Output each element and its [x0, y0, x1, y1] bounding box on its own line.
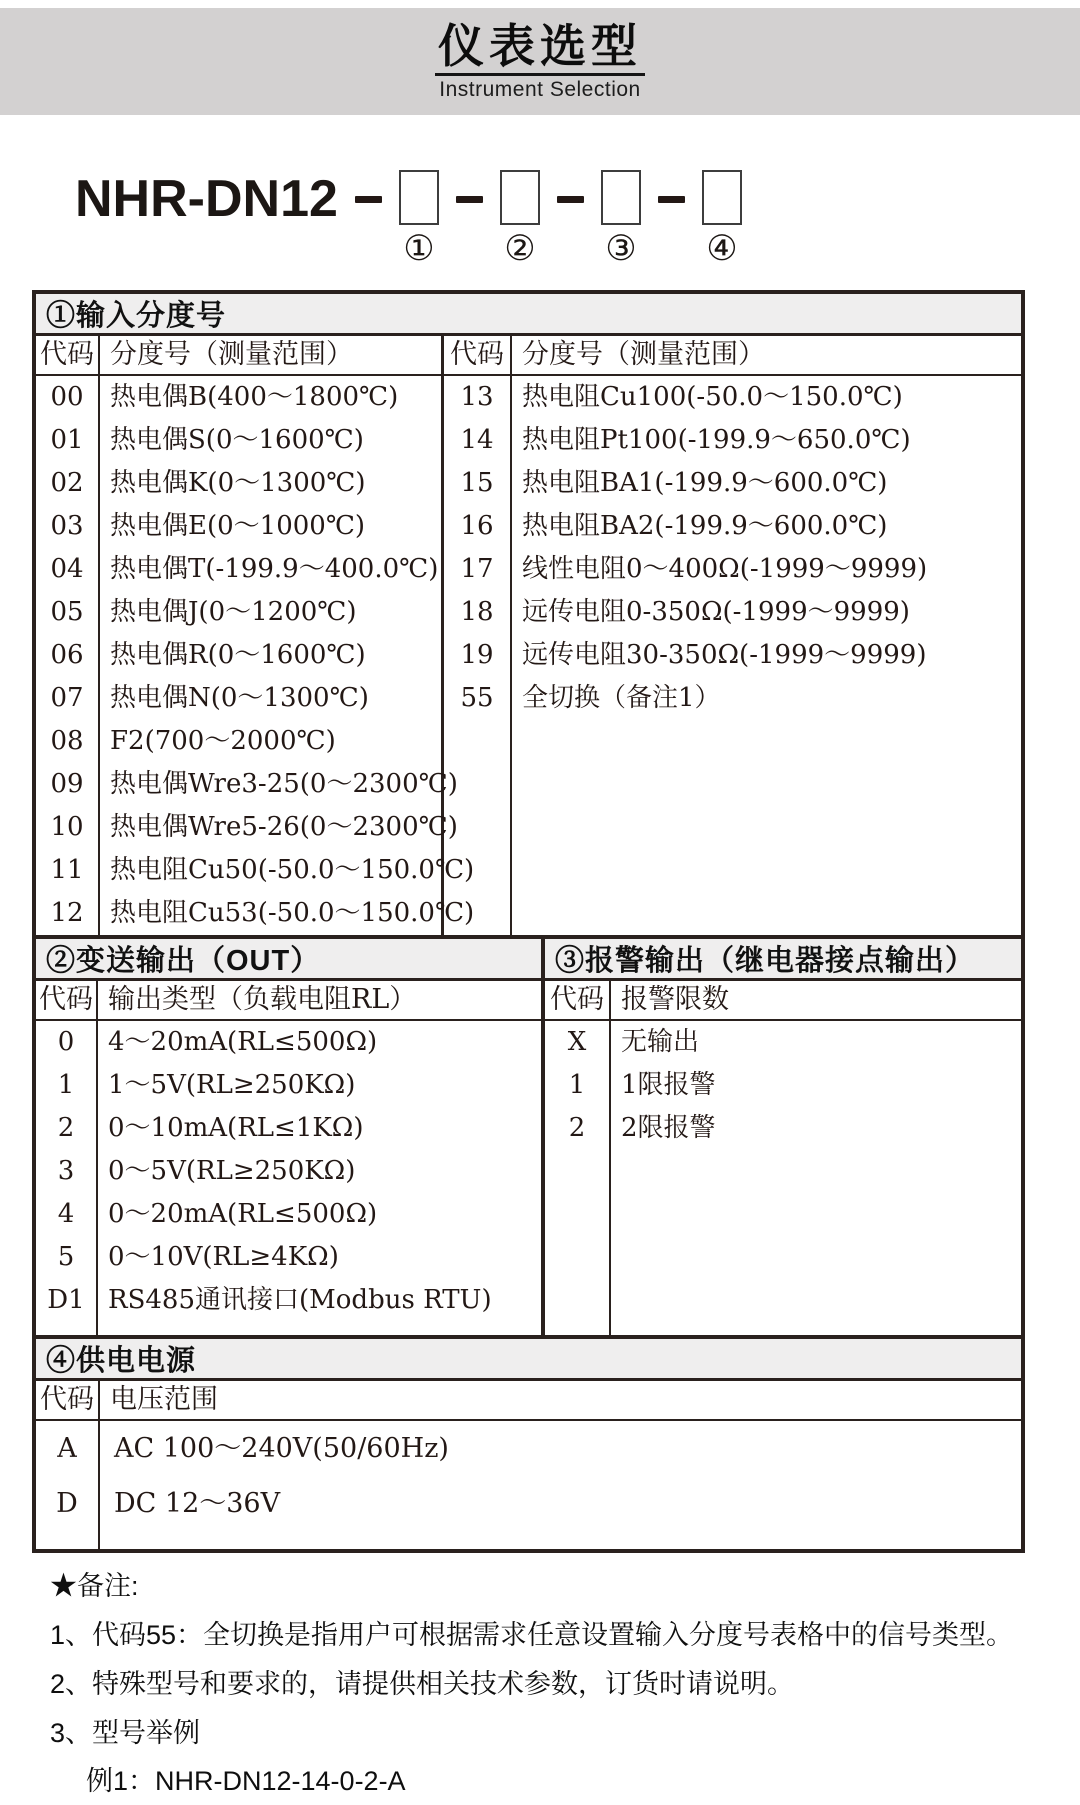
section-alarm: [545, 939, 1021, 1335]
model-prefix: NHR-DN12: [75, 170, 338, 228]
dash-separator: [456, 196, 483, 203]
row-desc: 1～5V(RL≥250KΩ): [108, 1070, 356, 1100]
row-code: A: [57, 1433, 77, 1464]
row-code: 11: [50, 855, 84, 885]
row-desc: 远传电阻0-350Ω(-1999～9999): [522, 597, 910, 627]
model-slot-box: [702, 170, 742, 225]
col-header-code: 代码: [36, 981, 98, 1019]
model-slot-number: ④: [706, 229, 738, 268]
model-slot-group: [540, 170, 641, 268]
section-alarm-title: ③报警输出（继电器接点输出）: [545, 939, 1021, 981]
model-slot-number: ①: [403, 229, 435, 268]
col-header-desc: 分度号（测量范围）: [110, 339, 353, 370]
title-band: [0, 8, 1080, 115]
row-code: 05: [50, 597, 84, 627]
dash-separator: [557, 196, 584, 203]
output-codes: [36, 1021, 98, 1335]
input-right-descs: [512, 376, 1021, 935]
model-slot: [500, 170, 540, 268]
row-code: 16: [460, 511, 494, 541]
col-header-desc: 电压范围: [110, 1384, 218, 1415]
note-item: 3、型号举例: [50, 1718, 201, 1748]
row-code: 06: [50, 640, 84, 670]
model-slot-group: [641, 170, 742, 268]
row-code: 04: [50, 554, 84, 584]
row-desc: 热电偶R(0～1600℃): [110, 640, 366, 670]
row-code: 55: [460, 683, 494, 713]
row-desc: 0～20mA(RL≤500Ω): [108, 1199, 378, 1229]
selection-tables: [32, 290, 1025, 1553]
section-output-alarm: [36, 935, 1021, 1335]
alarm-codes: [545, 1021, 611, 1335]
row-desc: 热电偶E(0～1000℃): [110, 511, 366, 541]
section-output-title: ②变送输出（OUT）: [36, 939, 541, 981]
row-desc: 热电阻Cu50(-50.0～150.0℃): [110, 855, 475, 885]
notes-list: [50, 1620, 1080, 1748]
col-header-code: 代码: [545, 981, 611, 1019]
model-slot-number: ③: [605, 229, 637, 268]
model-slot-box: [601, 170, 641, 225]
row-desc: 热电阻Cu53(-50.0～150.0℃): [110, 898, 475, 928]
model-slots: [338, 170, 742, 268]
output-descs: [98, 1021, 541, 1335]
alarm-descs: [611, 1021, 1021, 1335]
row-code: 12: [50, 898, 84, 928]
row-code: 10: [50, 812, 84, 842]
row-desc: RS485通讯接口(Modbus RTU): [108, 1285, 492, 1315]
note-example: 例1：NHR-DN12-14-0-2-A: [86, 1766, 406, 1796]
model-slot-group: [439, 170, 540, 268]
section-input-column-headers: [36, 336, 1021, 376]
row-code: 08: [50, 726, 84, 756]
section-alarm-body: [545, 1021, 1021, 1335]
row-desc: 热电偶Wre3-25(0～2300℃): [110, 769, 458, 799]
row-code: 15: [460, 468, 494, 498]
row-desc: 热电偶Wre5-26(0～2300℃): [110, 812, 458, 842]
col-header-desc: 报警限数: [621, 984, 729, 1015]
row-desc: 热电阻Cu100(-50.0～150.0℃): [522, 382, 903, 412]
row-code: D: [56, 1488, 78, 1519]
row-desc: DC 12～36V: [114, 1488, 281, 1519]
page-title: 仪表选型: [435, 21, 645, 76]
model-slot-group: [338, 170, 439, 268]
row-code: D1: [47, 1285, 85, 1315]
page-subtitle: Instrument Selection: [439, 77, 641, 101]
section-power: [36, 1335, 1021, 1549]
note-item: 2、特殊型号和要求的，请提供相关技术参数，订货时请说明。: [50, 1669, 795, 1699]
power-codes: [36, 1421, 100, 1549]
col-header-desc: 输出类型（负载电阻RL）: [108, 984, 417, 1015]
row-code: 2: [568, 1113, 586, 1143]
row-desc: 2限报警: [621, 1113, 716, 1143]
notes: [50, 1571, 1080, 1796]
input-left-descs: [100, 376, 475, 935]
row-code: 5: [57, 1242, 75, 1272]
row-desc: 热电偶S(0～1600℃): [110, 425, 364, 455]
section-input: [36, 294, 1021, 935]
row-code: 4: [57, 1199, 75, 1229]
row-desc: 线性电阻0～400Ω(-1999～9999): [522, 554, 928, 584]
row-desc: 热电阻BA2(-199.9～600.0℃): [522, 511, 888, 541]
row-desc: 0～5V(RL≥250KΩ): [108, 1156, 356, 1186]
row-desc: 4～20mA(RL≤500Ω): [108, 1027, 378, 1057]
section-power-column-headers: [36, 1381, 1021, 1421]
row-code: 09: [50, 769, 84, 799]
row-desc: F2(700～2000℃): [110, 726, 336, 756]
power-descs: [100, 1421, 1021, 1549]
row-code: 3: [57, 1156, 75, 1186]
row-desc: 1限报警: [621, 1070, 716, 1100]
row-desc: 热电阻BA1(-199.9～600.0℃): [522, 468, 888, 498]
section-output-body: [36, 1021, 541, 1335]
row-code: 00: [50, 382, 84, 412]
dash-separator: [658, 196, 685, 203]
section-power-body: [36, 1421, 1021, 1549]
row-desc: 0～10V(RL≥4KΩ): [108, 1242, 339, 1272]
row-desc: 热电偶K(0～1300℃): [110, 468, 366, 498]
col-header-code: 代码: [36, 336, 100, 374]
row-desc: 热电偶J(0～1200℃): [110, 597, 357, 627]
input-left-codes: [36, 376, 100, 935]
note-item: 1、代码55：全切换是指用户可根据需求任意设置输入分度号表格中的信号类型。: [50, 1620, 1014, 1650]
row-desc: 远传电阻30-350Ω(-1999～9999): [522, 640, 927, 670]
row-code: 01: [50, 425, 84, 455]
row-desc: 无输出: [621, 1027, 700, 1057]
model-slot: [601, 170, 641, 268]
row-desc: 全切换（备注1）: [522, 683, 721, 713]
section-output: [36, 939, 545, 1335]
section-power-title: ④供电电源: [36, 1339, 1021, 1381]
row-desc: 热电偶B(400～1800℃): [110, 382, 399, 412]
row-code: 03: [50, 511, 84, 541]
model-code-line: [75, 170, 1080, 268]
row-desc: 热电偶T(-199.9～400.0℃): [110, 554, 439, 584]
row-code: 13: [460, 382, 494, 412]
row-code: X: [567, 1027, 587, 1057]
section-input-title: ①输入分度号: [36, 294, 1021, 336]
row-code: 2: [57, 1113, 75, 1143]
dash-separator: [355, 196, 382, 203]
row-code: 18: [460, 597, 494, 627]
col-header-code: 代码: [36, 1381, 100, 1419]
input-right-codes: [444, 376, 512, 935]
row-desc: AC 100～240V(50/60Hz): [114, 1433, 449, 1464]
model-slot: [399, 170, 439, 268]
section-input-body: [36, 376, 1021, 935]
row-code: 07: [50, 683, 84, 713]
model-slot-box: [500, 170, 540, 225]
col-header-code: 代码: [444, 336, 512, 374]
section-output-column-headers: [36, 981, 541, 1021]
row-code: 19: [460, 640, 494, 670]
row-code: 1: [568, 1070, 586, 1100]
model-slot: [702, 170, 742, 268]
row-desc: 热电偶N(0～1300℃): [110, 683, 369, 713]
model-slot-number: ②: [504, 229, 536, 268]
model-slot-box: [399, 170, 439, 225]
row-code: 1: [57, 1070, 75, 1100]
row-desc: 0～10mA(RL≤1KΩ): [108, 1113, 364, 1143]
row-code: 0: [57, 1027, 75, 1057]
section-alarm-column-headers: [545, 981, 1021, 1021]
row-code: 02: [50, 468, 84, 498]
row-desc: 热电阻Pt100(-199.9～650.0℃): [522, 425, 911, 455]
notes-header: ★备注:: [50, 1571, 139, 1601]
row-code: 14: [460, 425, 494, 455]
row-code: 17: [460, 554, 494, 584]
col-header-desc: 分度号（测量范围）: [522, 339, 765, 370]
